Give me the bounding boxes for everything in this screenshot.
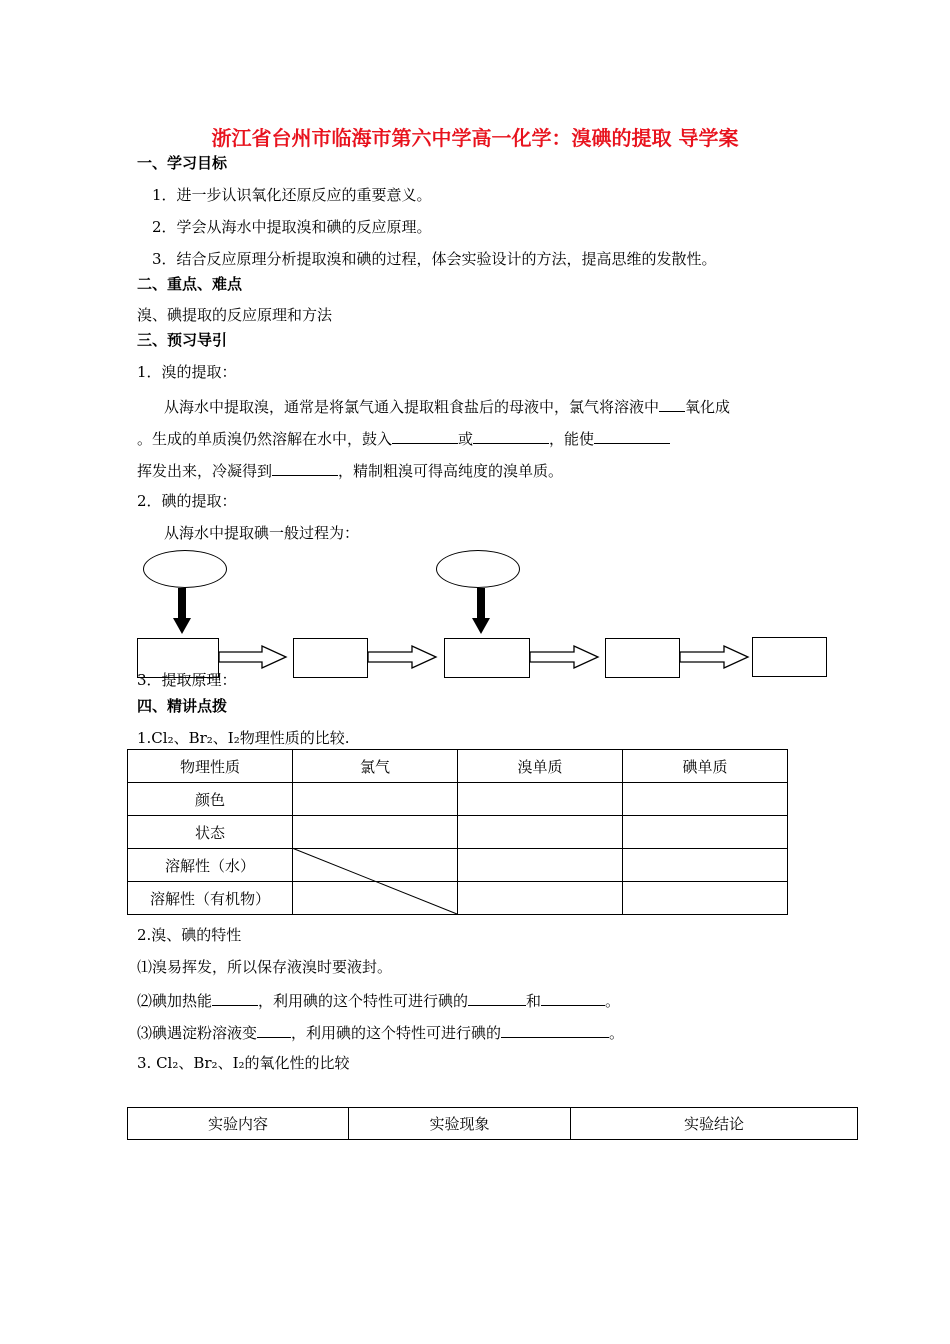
bromine-line-2-text-b: 或 [458,430,474,448]
table-row-label: 溶解性（水） [128,849,293,882]
property-item-2 [137,989,620,1011]
blank-use-2[interactable] [541,989,605,1006]
table-header-cell: 物理性质 [128,750,293,783]
properties-subheading: 2.溴、碘的特性 [137,926,242,944]
objective-item-2: 2．学会从海水中提取溴和碘的反应原理。 [152,218,432,236]
property-item-3-text-a: ⑶碘遇淀粉溶液变 [137,1024,258,1042]
blank-detection[interactable] [501,1021,609,1038]
table-header-cell: 氯气 [293,750,458,783]
section-2-heading: 二、重点、难点 [137,275,243,293]
property-item-3 [137,1021,624,1043]
table-row-label: 溶解性（有机物） [128,882,293,915]
section-4-heading: 四、精讲点拨 [137,697,228,715]
bromine-extraction-title: 1．溴的提取： [137,363,237,381]
table-header-cell: 溴单质 [458,750,623,783]
objective-item-1: 1．进一步认识氧化还原反应的重要意义。 [152,186,432,204]
bromine-line-3-text-b: ，精制粗溴可得高纯度的溴单质。 [338,462,564,480]
property-item-2-text-c: 和 [526,992,542,1010]
key-points-text: 溴、碘提取的反应原理和方法 [137,306,333,324]
bromine-line-1-text-a: 从海水中提取溴，通常是将氯气通入提取粗食盐后的母液中，氯气将溶液中 [164,398,660,416]
property-item-2-text-b: ，利用碘的这个特性可进行碘的 [258,992,469,1010]
section-1-heading: 一、学习目标 [137,154,228,172]
iodine-process-intro: 从海水中提取碘一般过程为： [164,524,360,542]
table-row-label: 颜色 [128,783,293,816]
property-item-3-text-c: 。 [609,1024,625,1042]
table-header-cell: 实验结论 [571,1108,858,1140]
section-3-heading: 三、预习导引 [137,331,228,349]
table-header-cell: 碘单质 [623,750,788,783]
property-item-2-text-d: 。 [605,992,621,1010]
blank-heating[interactable] [212,989,258,1006]
table-header-cell: 实验内容 [128,1108,349,1140]
bromine-line-2-text-c: ，能使 [549,430,595,448]
property-item-2-text-a: ⑵碘加热能 [137,992,213,1010]
oxidation-comparison-title: 3. Cl₂、Br₂、I₂的氧化性的比较 [137,1054,350,1072]
bromine-line-1-text-b: 氧化成 [685,398,731,416]
property-item-3-text-b: ，利用碘的这个特性可进行碘的 [291,1024,502,1042]
diagonal-line [292,848,457,914]
table-header-cell: 实验现象 [349,1108,571,1140]
blank-use-1[interactable] [468,989,526,1006]
bromine-line-3-text-a: 挥发出来，冷凝得到 [137,462,273,480]
bromine-line-2-text-a: 。生成的单质溴仍然溶解在水中，鼓入 [137,430,393,448]
property-item-1: ⑴溴易挥发，所以保存液溴时要液封。 [137,958,393,976]
iodine-extraction-title: 2．碘的提取： [137,492,237,510]
oxidation-experiment-table [127,1107,858,1140]
objective-item-3: 3．结合反应原理分析提取溴和碘的过程，体会实验设计的方法，提高思维的发散性。 [152,250,717,268]
table-row-label: 状态 [128,816,293,849]
page-title: 浙江省台州市临海市第六中学高一化学：溴碘的提取 导学案 [211,126,739,150]
table-1-title: 1.Cl₂、Br₂、I₂物理性质的比较. [137,729,350,747]
blank-color[interactable] [257,1021,291,1038]
extraction-principle: 3．提取原理： [137,671,237,689]
